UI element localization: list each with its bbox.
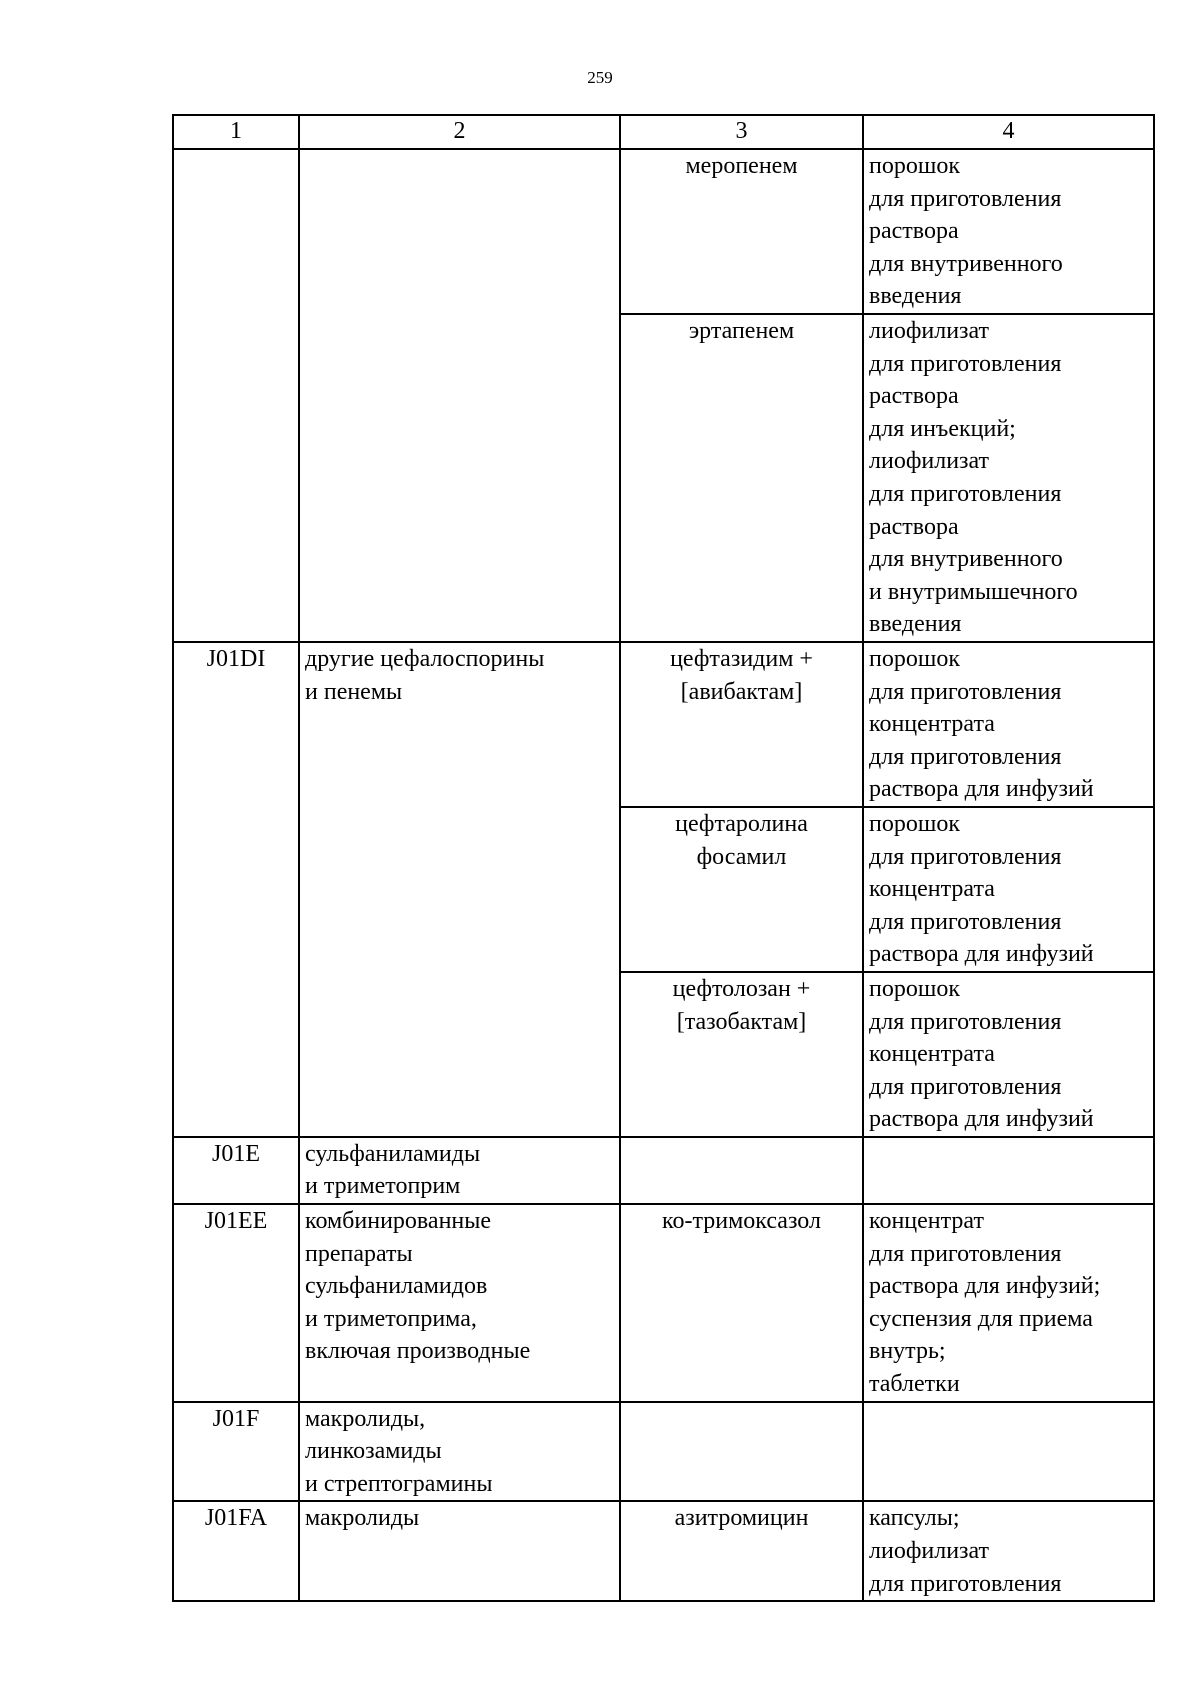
- dosage-form-cell: порошок для приготовления концентрата для приготовления раствора для инфузий: [863, 807, 1154, 972]
- atc-code-cell: [173, 149, 299, 642]
- atc-code-cell: J01E: [173, 1137, 299, 1204]
- table-row: [173, 1402, 1154, 1502]
- atc-code-cell: J01F: [173, 1402, 299, 1502]
- drug-name-cell: меропенем: [620, 149, 863, 314]
- table-row: [173, 1501, 1154, 1601]
- header-cell-2: 2: [299, 115, 620, 149]
- drug-name-cell: [620, 1402, 863, 1502]
- group-name-cell: комбинированные препараты сульфаниламидов и триметоприма, включая производные: [299, 1204, 620, 1402]
- table-row: [173, 1204, 1154, 1402]
- drug-name-cell: азитромицин: [620, 1501, 863, 1601]
- header-cell-3: 3: [620, 115, 863, 149]
- header-cell-1: 1: [173, 115, 299, 149]
- drug-name-cell: цефтолозан + [тазобактам]: [620, 972, 863, 1137]
- dosage-form-cell: порошок для приготовления раствора для внутривенного введения: [863, 149, 1154, 314]
- group-name-cell: макролиды: [299, 1501, 620, 1601]
- dosage-form-cell: порошок для приготовления концентрата для приготовления раствора для инфузий: [863, 972, 1154, 1137]
- atc-code-cell: J01FA: [173, 1501, 299, 1601]
- dosage-form-cell: концентрат для приготовления раствора для инфузий; суспензия для приема внутрь; таблетки: [863, 1204, 1154, 1402]
- drug-name-cell: цефтаролина фосамил: [620, 807, 863, 972]
- group-name-cell: сульфаниламиды и триметоприм: [299, 1137, 620, 1204]
- drug-name-cell: цефтазидим + [авибактам]: [620, 642, 863, 807]
- group-name-cell: другие цефалоспорины и пенемы: [299, 642, 620, 1137]
- dosage-form-cell: [863, 1137, 1154, 1204]
- header-cell-4: 4: [863, 115, 1154, 149]
- atc-code-cell: J01DI: [173, 642, 299, 1137]
- table-header-row: [173, 115, 1154, 149]
- drug-name-cell: эртапенем: [620, 314, 863, 642]
- dosage-form-cell: лиофилизат для приготовления раствора для инъекций; лиофилизат для приготовления раствора для внутривенного и внутримышечного введения: [863, 314, 1154, 642]
- drug-name-cell: [620, 1137, 863, 1204]
- drug-name-cell: ко-тримоксазол: [620, 1204, 863, 1402]
- dosage-form-cell: [863, 1402, 1154, 1502]
- dosage-form-cell: порошок для приготовления концентрата для приготовления раствора для инфузий: [863, 642, 1154, 807]
- table-row: [173, 1137, 1154, 1204]
- table-row: [173, 642, 1154, 807]
- page-number: 259: [587, 68, 613, 87]
- atc-code-cell: J01EE: [173, 1204, 299, 1402]
- dosage-form-cell: капсулы; лиофилизат для приготовления: [863, 1501, 1154, 1601]
- drug-table: [172, 114, 1155, 1602]
- group-name-cell: [299, 149, 620, 642]
- table-row: [173, 149, 1154, 314]
- group-name-cell: макролиды, линкозамиды и стрептограмины: [299, 1402, 620, 1502]
